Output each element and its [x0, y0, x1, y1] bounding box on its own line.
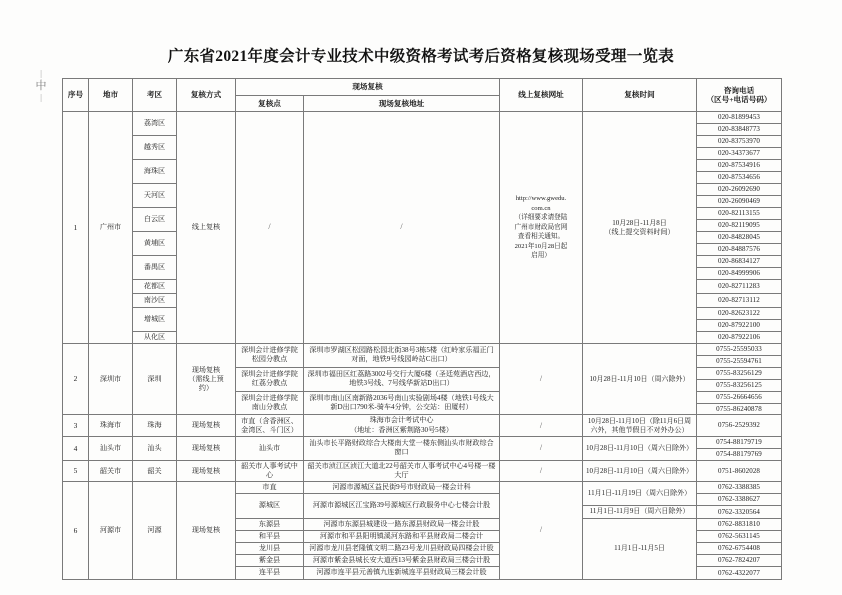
cell-review-time: 10月28日-11月10日（周六日除外） [583, 436, 697, 460]
cell-review-time: 11月1日-11月9日（周六日除外） [583, 506, 697, 518]
cell-phone: 020-87534916 [697, 160, 782, 172]
review-method-line-1: 现场复核 [191, 365, 221, 374]
cell-city: 广州市 [89, 112, 133, 343]
cell-phone: 020-82711283 [697, 279, 782, 293]
cell-onsite-point: / [236, 112, 304, 343]
cell-onsite-point: 紫金县 [236, 555, 304, 567]
cell-phone: 0762-6754408 [697, 542, 782, 554]
cell-phone: 020-81899453 [697, 112, 782, 124]
cell-onsite-point: 和平县 [236, 530, 304, 542]
url-line-6: 2021年10月28日起 [514, 242, 568, 250]
cell-review-method: 现场复核 [177, 460, 236, 481]
url-line-7: 启用） [531, 252, 551, 260]
cell-onsite-address: 河源市连平县元善镇九连新城连平县财政局三楼会计股 [304, 567, 500, 579]
review-schedule-table [62, 78, 782, 580]
onsite-point-line-2: 红荔分教点 [251, 379, 288, 388]
margin-mark-top: | [40, 69, 42, 78]
page-title: 广东省2021年度会计专业技术中级资格考试考后资格复核现场受理一览表 [167, 48, 675, 65]
cell-onsite-address: 深圳市南山区南新路2036号南山实验剧场4楼（地铁1号线大新D出口790米-骑车4分钟，公交站：田厦村） [304, 391, 500, 415]
cell-onsite-address: 深圳市福田区红荔路3002号交行大厦6楼（圣廷苑酒店西边，地铁3号线、7号线华新站D出口） [304, 367, 500, 391]
cell-online-url: / [500, 482, 583, 579]
cell-phone: 0754-88179769 [697, 448, 782, 460]
cell-onsite-point: 源城区 [236, 494, 304, 518]
cell-phone: 0755-83256125 [697, 379, 782, 391]
review-time-line-1: 10月28日-11月8日 [612, 218, 667, 227]
cell-phone: 0762-4322077 [697, 567, 782, 579]
cell-onsite-point [236, 367, 304, 391]
cell-onsite-address: 河源市源城区益民街9号市财政局一楼会计科 [304, 482, 500, 494]
header-exam-area: 考区 [133, 79, 177, 112]
cell-city: 深圳市 [89, 343, 133, 415]
cell-onsite-point [236, 343, 304, 367]
margin-scan-marks [30, 68, 52, 104]
cell-onsite-address: 深圳市罗湖区松园路松园北街38号3栋5楼（红岭家乐福正门对面，地铁9号线园岭站C出口） [304, 343, 500, 367]
cell-phone: 020-87922100 [697, 319, 782, 331]
cell-online-url: / [500, 460, 583, 481]
cell-phone: 020-86834127 [697, 255, 782, 267]
cell-review-method: 现场复核 [177, 415, 236, 436]
main-table-container [62, 78, 781, 580]
cell-onsite-address: 河源市和平县阳明镇溪河东路和平县财政局二楼会计 [304, 530, 500, 542]
url-line-5: 查看相关通知。 [517, 233, 565, 241]
cell-exam-area: 增城区 [133, 307, 177, 331]
cell-onsite-address: 河源市紫金县城长安大道西13号紫金县财政局三楼会计股 [304, 555, 500, 567]
cell-online-url [500, 112, 583, 343]
cell-phone: 020-84887576 [697, 243, 782, 255]
header-review-time: 复核时间 [583, 79, 697, 112]
cell-review-time: 10月28日-11月10日（周六日除外） [583, 460, 697, 481]
cell-onsite-point [236, 460, 304, 481]
cell-review-method [177, 343, 236, 415]
cell-onsite-point: 市直 [236, 482, 304, 494]
cell-onsite-address [304, 415, 500, 436]
cell-exam-area: 荔湾区 [133, 112, 177, 136]
table-row [63, 343, 782, 355]
onsite-point-line-1: 深圳会计进修学院 [241, 370, 298, 379]
cell-phone: 0754-88179719 [697, 436, 782, 448]
header-city: 地市 [89, 79, 133, 112]
cell-phone: 020-26090469 [697, 196, 782, 208]
onsite-point-line-2: 南山分教点 [251, 403, 288, 412]
review-method-line-3: 约） [198, 383, 214, 392]
cell-city: 河源市 [89, 482, 133, 579]
cell-review-method: 线上复核 [177, 112, 236, 343]
cell-seq: 2 [63, 343, 89, 415]
cell-seq: 4 [63, 436, 89, 460]
cell-phone: 020-82113155 [697, 208, 782, 220]
table-header-row-1 [63, 79, 782, 96]
cell-online-url: / [500, 415, 583, 436]
url-line-1: http://www.gwedu. [515, 195, 567, 203]
cell-exam-area: 汕头 [133, 436, 177, 460]
cell-onsite-address: 河源市东源县城建设一路东源县财政局一楼会计股 [304, 518, 500, 530]
table-row [63, 112, 782, 124]
cell-exam-area: 天河区 [133, 184, 177, 208]
cell-phone: 0755-83256129 [697, 367, 782, 379]
table-body [63, 112, 782, 579]
cell-review-time: 11月1日-11月5日 [583, 518, 697, 579]
url-line-2: com.cn [531, 204, 551, 212]
cell-exam-area: 越秀区 [133, 136, 177, 160]
table-row [63, 482, 782, 494]
cell-exam-area: 海珠区 [133, 160, 177, 184]
cell-online-url: / [500, 343, 583, 415]
cell-onsite-point: 龙川县 [236, 542, 304, 554]
cell-phone: 0762-3388385 [697, 482, 782, 494]
cell-onsite-point: 东源县 [236, 518, 304, 530]
cell-onsite-address: 汕头市长平路财政综合大楼南大堂一楼东侧汕头市财政综合窗口 [304, 436, 500, 460]
header-onsite-point: 复核点 [236, 95, 304, 112]
cell-phone: 0762-5631145 [697, 530, 782, 542]
cell-city: 珠海市 [89, 415, 133, 436]
review-method-line-2: （需线上预 [188, 374, 224, 383]
cell-phone: 0755-86240878 [697, 403, 782, 415]
cell-city: 韶关市 [89, 460, 133, 481]
url-line-4: 广州市财政局官网 [514, 223, 568, 231]
url-line-3: （详细要求请登陆 [514, 214, 568, 222]
cell-exam-area: 韶关 [133, 460, 177, 481]
margin-mark-bottom: | [40, 93, 42, 102]
cell-review-time: 10月28日-11月10日（除11月6日周六外，其他节假日不对外办公） [583, 415, 697, 436]
onsite-point-line-1: 深圳会计进修学院 [241, 393, 298, 402]
cell-phone: 020-34373677 [697, 148, 782, 160]
cell-phone: 0755-26664656 [697, 391, 782, 403]
cell-phone: 020-82623122 [697, 307, 782, 319]
cell-phone: 0762-7824207 [697, 555, 782, 567]
cell-onsite-address: 河源市龙川县老隆镇文明二路23号龙川县财政局四楼会计股 [304, 542, 500, 554]
review-time-line-2: （线上提交资料时间） [604, 227, 675, 236]
cell-review-method: 现场复核 [177, 436, 236, 460]
cell-exam-area: 番禺区 [133, 255, 177, 279]
cell-phone: 0755-25595033 [697, 343, 782, 355]
header-seq: 序号 [63, 79, 89, 112]
cell-onsite-address: 河源市源城区江宝路39号源城区行政服务中心七楼会计股 [304, 494, 500, 518]
onsite-point-line-2: 金湾区、斗门区） [241, 425, 298, 434]
cell-exam-area: 黄埔区 [133, 231, 177, 255]
cell-exam-area: 从化区 [133, 331, 177, 343]
onsite-address-line-1: 珠海市会计考试中心 [369, 416, 434, 425]
cell-seq: 3 [63, 415, 89, 436]
table-row [63, 415, 782, 436]
onsite-address-line-2: （地址：香洲区紫荆路30号5楼） [350, 425, 453, 434]
cell-review-time [583, 112, 697, 343]
table-row [63, 436, 782, 448]
cell-onsite-point: 连平县 [236, 567, 304, 579]
cell-review-time: 10月28日-11月10日（周六除外） [583, 343, 697, 415]
cell-onsite-point: 汕头市 [236, 436, 304, 460]
cell-phone: 0762-8831810 [697, 518, 782, 530]
cell-phone: 020-87922106 [697, 331, 782, 343]
header-phone-sub: （区号+电话号码） [706, 95, 772, 105]
cell-review-time: 11月1日-11月19日（周六日除外） [583, 482, 697, 506]
cell-seq: 1 [63, 112, 89, 343]
header-online-url: 线上复核网址 [500, 79, 583, 112]
cell-phone: 0762-3320564 [697, 506, 782, 518]
cell-phone: 020-82713112 [697, 293, 782, 307]
cell-phone: 020-84828045 [697, 231, 782, 243]
cell-phone: 0755-25594761 [697, 355, 782, 367]
cell-seq: 5 [63, 460, 89, 481]
cell-seq: 6 [63, 482, 89, 579]
cell-onsite-point [236, 391, 304, 415]
cell-online-url: / [500, 436, 583, 460]
cell-phone: 020-26092690 [697, 184, 782, 196]
cell-phone: 020-83753970 [697, 136, 782, 148]
cell-onsite-address: 韶关市浈江区浈江大道北22号韶关市人事考试中心4号楼一楼大厅 [304, 460, 500, 481]
cell-city: 汕头市 [89, 436, 133, 460]
cell-phone: 020-87534656 [697, 172, 782, 184]
cell-phone: 0751-8602028 [697, 460, 782, 481]
cell-review-method: 现场复核 [177, 482, 236, 579]
header-phone-main: 咨询电话 [723, 85, 755, 95]
cell-exam-area: 珠海 [133, 415, 177, 436]
cell-onsite-address: / [304, 112, 500, 343]
cell-phone: 020-83848773 [697, 124, 782, 136]
header-phone [697, 79, 782, 112]
cell-exam-area: 白云区 [133, 208, 177, 232]
onsite-point-line-1: 深圳会计进修学院 [241, 346, 298, 355]
header-onsite-group: 现场复核 [236, 79, 500, 96]
cell-exam-area: 河源 [133, 482, 177, 579]
table-row [63, 460, 782, 481]
onsite-point-line-1: 市直（含香洲区、 [241, 416, 298, 425]
margin-mark-middle: 中 [35, 80, 47, 92]
cell-onsite-point [236, 415, 304, 436]
header-onsite-address: 现场复核地址 [304, 95, 500, 112]
cell-exam-area: 南沙区 [133, 293, 177, 307]
cell-exam-area: 深圳 [133, 343, 177, 415]
cell-phone: 020-82119095 [697, 220, 782, 232]
onsite-point-line-2: 心 [265, 471, 274, 480]
cell-phone: 0756-2529392 [697, 415, 782, 436]
cell-exam-area: 花都区 [133, 279, 177, 293]
cell-phone: 0762-3388627 [697, 494, 782, 506]
header-review-method: 复核方式 [177, 79, 236, 112]
onsite-point-line-2: 松园分教点 [251, 355, 288, 364]
onsite-point-line-1: 韶关市人事考试中 [241, 461, 298, 470]
cell-phone: 020-84999906 [697, 267, 782, 279]
